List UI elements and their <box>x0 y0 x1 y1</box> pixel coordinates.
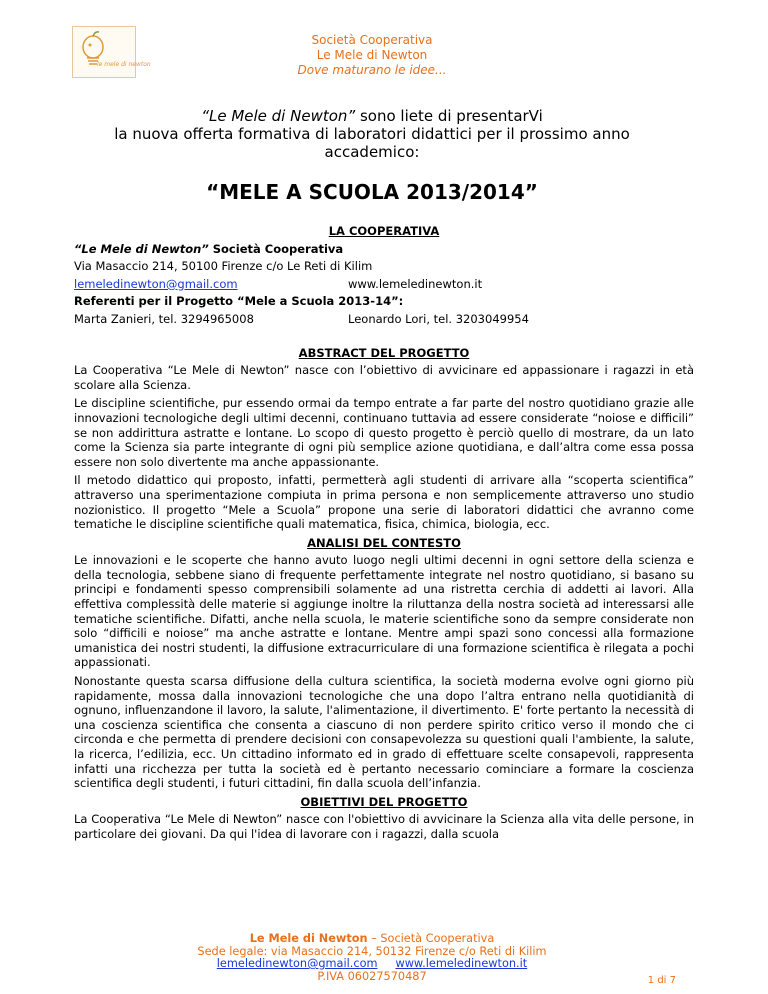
section-heading-obiettivi: OBIETTIVI DEL PROGETTO <box>300 794 468 809</box>
section-heading-contesto: ANALISI DEL CONTESTO <box>307 535 461 550</box>
coop-name-quote: “Le Mele di Newton” <box>74 241 209 256</box>
footer-vat: P.IVA 06027570487 <box>317 969 427 983</box>
coop-website: www.lemeledinewton.it <box>348 276 483 291</box>
coop-address: Via Masaccio 214, 50100 Firenze c/o Le Reti di Kilim <box>74 259 373 274</box>
header-line1: Società Cooperativa <box>311 33 433 47</box>
logo-text: le mele di newton <box>97 61 151 68</box>
coop-email-link[interactable]: lemeledinewton@gmail.com <box>74 276 238 291</box>
header-line2: Le Mele di Newton <box>316 48 428 62</box>
intro-text <box>0 107 744 161</box>
intro-line1 <box>0 107 744 125</box>
abstract-paragraph-2: Le discipline scientifiche, pur essendo ormai da tempo entrate a far parte del nostro quotidiano grazie alle innovazioni tecnologiche degli ultimi decenni, continuano tuttavia ad essere considerate “noiose e difficili” se non addirittura astratte e lontane. Lo scopo di questo progetto è perciò quello di mostrare, da un lato come la Scienza sia parte integrante di ogni più semplice azione quotidiana, e dall’altra come essa possa essere non solo divertente ma anche appassionante. <box>74 396 694 469</box>
footer-website-link[interactable]: www.lemeledinewton.it <box>395 957 528 970</box>
page-number: 1 di 7 <box>647 975 676 986</box>
intro-quote-name: “Le Mele di Newton” <box>201 107 356 125</box>
coop-name-rest: Società Cooperativa <box>208 241 344 256</box>
main-title: “MELE A SCUOLA 2013/2014” <box>206 180 538 204</box>
contesto-paragraph-1: Le innovazioni e le scoperte che hanno avuto luogo negli ultimi decenni in ogni settore della scienza e della tecnologia, sebbene siano di frequente perfettamente integrate nel nostro quotidiano, si basano su principi e fondamenti spesso comprensibili solamente ad una ristretta cerchia di addetti ai lavori. Alla effettiva complessità delle materie si aggiunge inoltre la riluttanza della nostra società ad interessarsi alle tematiche scientifiche. Difatti, anche nella scuola, le materie scientifiche sono da sempre considerate non solo “difficili e noiose” ma anche astratte e lontane. Mentre ampi spazi sono concessi alla formazione umanistica dei nostri studenti, la diffusione extracurriculare di una formazione scientifica è rilegata a pochi appassionati. <box>74 553 694 670</box>
section-heading-cooperativa: LA COOPERATIVA <box>328 224 440 238</box>
abstract-paragraph-3: Il metodo didattico qui proposto, infatti, permetterà agli studenti di arrivare alla “scoperta scientifica” attraverso una sperimentazione compiuta in prima persona e non semplicemente attraverso uno studio nozionistico. Il progetto “Mele a Scuola” propone una serie di laboratori didattici che avranno come tematiche le discipline scientifiche quali matematica, fisica, chimica, biologia, ecc. <box>74 473 694 532</box>
footer-email-link[interactable]: lemeledinewton@gmail.com <box>216 957 378 970</box>
footer-line1 <box>0 933 744 946</box>
referents-label: Referenti per il Progetto “Mele a Scuola 2013-14”: <box>74 294 404 309</box>
footer-brand: Le Mele di Newton <box>249 932 368 945</box>
coop-name <box>74 242 694 257</box>
document-body <box>74 224 694 846</box>
intro-line3: accademico: <box>324 143 420 161</box>
letterhead <box>0 33 744 78</box>
section-heading-abstract: ABSTRACT DEL PROGETTO <box>298 345 470 360</box>
referent-2: Leonardo Lori, tel. 3203049954 <box>348 311 529 326</box>
obiettivi-paragraph-1: La Cooperativa “Le Mele di Newton” nasce con l'obiettivo di avvicinare la Scienza alla vita delle persone, in particolare dei giovani. Da qui l'idea di lavorare con i ragazzi, dalla scuola <box>74 812 694 841</box>
footer-contacts <box>0 958 744 971</box>
footer-brand-rest: – Società Cooperativa <box>367 932 495 945</box>
referent-1: Marta Zanieri, tel. 3294965008 <box>74 311 254 326</box>
page-footer <box>0 933 744 983</box>
footer-address: Sede legale: via Masaccio 214, 50132 Firenze c/o Reti di Kilim <box>197 944 547 958</box>
abstract-paragraph-1: La Cooperativa “Le Mele di Newton” nasce con l’obiettivo di avvicinare ed appassionare i ragazzi in età scolare alla Scienza. <box>74 363 694 392</box>
contesto-paragraph-2: Nonostante questa scarsa diffusione della cultura scientifica, la società moderna evolve ogni giorno più rapidamente, mossa dalla innovazioni tecnologiche che una dopo l’altra entrano nella quotidianità di ognuno, influenzandone il lavoro, la salute, l'alimentazione, il divertimento. E' forte pertanto la necessità di una coscienza scientifica che consenta a ciascuno di non perdere spirito critico verso il mondo che ci circonda e che permetta di prendere decisioni con consapevolezza su questioni quali l'ambiente, la salute, la ricerca, l’edilizia, ecc. Un cittadino informato ed in grado di effettuare scelte consapevoli, rappresenta infatti una ricchezza per tutta la società ed è pertanto necessario cominciare a formare la coscienza scientifica degli studenti, i futuri cittadini, fin dalla scuola dell’infanzia. <box>74 674 694 791</box>
header-tagline: Dove maturano le idee... <box>297 63 447 77</box>
intro-line2: la nuova offerta formativa di laboratori didattici per il prossimo anno <box>114 125 630 143</box>
referents-row <box>74 312 694 327</box>
coop-contacts <box>74 277 694 292</box>
intro-line1-rest: sono liete di presentarVi <box>355 107 543 125</box>
